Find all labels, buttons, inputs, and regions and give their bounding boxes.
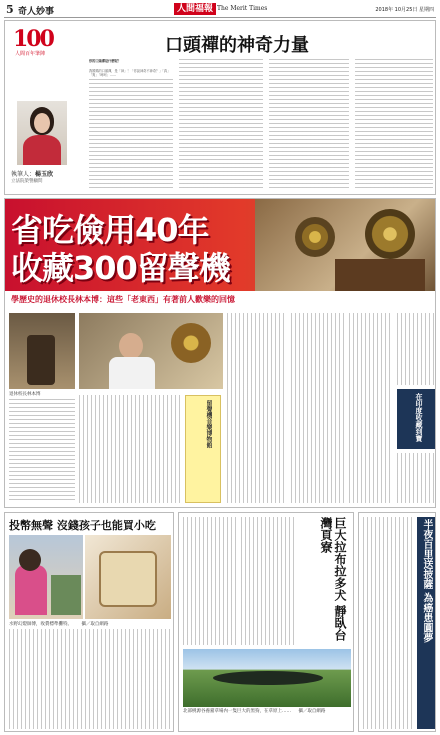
brand-logo bbox=[174, 3, 216, 15]
issue-date: 2018年 10月25日 星期四 bbox=[375, 7, 434, 13]
story4-headline: 半夜百里送披薩 為癌患圓夢 bbox=[421, 519, 432, 643]
author-title: 立法院榮譽顧問 bbox=[11, 179, 43, 184]
story2-caption-credit: 攝／取自網路 bbox=[81, 622, 109, 627]
brand-english: The Merit Times bbox=[217, 5, 268, 12]
story2-photo bbox=[9, 535, 83, 619]
story2-text bbox=[9, 629, 171, 729]
feature-text-5 bbox=[397, 313, 435, 385]
feature-headline-2: 收藏300留聲機 bbox=[11, 249, 230, 287]
author-role: 執筆人： bbox=[11, 171, 36, 178]
brand-name: 人間福報 bbox=[177, 4, 214, 14]
column-text-4 bbox=[355, 59, 433, 191]
column-text-2 bbox=[179, 59, 263, 191]
story4-headline-box bbox=[417, 517, 435, 729]
feature-text-2 bbox=[227, 313, 287, 503]
logo-number: 100 bbox=[13, 26, 53, 52]
feature-text-6 bbox=[397, 453, 435, 503]
story2-headline: 投幣無聲 沒錢孩子也能買小吃 bbox=[9, 519, 156, 532]
story2-section bbox=[4, 512, 174, 732]
author-photo bbox=[17, 101, 67, 165]
india-caption: 在印度收藏到寶 bbox=[415, 393, 423, 442]
column-intro-body: 我媽媽的口頭禪，是「神」！「你說神奇不神奇？」「真」「爽」「呵呵」…… bbox=[89, 69, 171, 77]
column-intro-line: 你的口頭禪是什麼呢？ bbox=[89, 59, 121, 63]
story3-caption bbox=[183, 709, 351, 715]
feature-subhead: 學歷史的退休校長林本博：這些「老東西」有著前人歡樂的回憶 bbox=[11, 295, 235, 304]
gramophone-photo bbox=[255, 199, 436, 291]
feature-headline-1: 省吃儉用40年 bbox=[11, 211, 209, 249]
story2-caption bbox=[9, 621, 173, 627]
feature-section bbox=[4, 198, 436, 508]
column-title: 口頭禪的神奇力量 bbox=[165, 35, 309, 56]
feature-text-4 bbox=[349, 313, 393, 503]
museum-caption: 留聲機音樂博物館 bbox=[205, 400, 212, 448]
story3-photo bbox=[183, 649, 351, 707]
story4-text bbox=[363, 517, 415, 729]
story3-headline-box bbox=[299, 517, 351, 645]
collector-photo bbox=[9, 313, 75, 389]
feature-text-3 bbox=[291, 313, 345, 503]
author-name: 楊玉欣 bbox=[35, 171, 54, 178]
story3-text-2 bbox=[241, 517, 297, 645]
author-byline bbox=[11, 169, 53, 178]
column-text-1 bbox=[89, 79, 173, 191]
page-header bbox=[4, 2, 436, 18]
story2-photo-2 bbox=[85, 535, 171, 619]
story3-section bbox=[178, 512, 354, 732]
column-text-3 bbox=[269, 59, 349, 191]
column-section bbox=[4, 20, 436, 195]
story3-text-1 bbox=[183, 517, 239, 645]
story2-caption-text: 水野幻燈師傅，收費標準攤特。 bbox=[9, 622, 72, 627]
museum-caption-box bbox=[185, 395, 221, 503]
feature-text-1 bbox=[79, 395, 181, 503]
page-number: 5 bbox=[6, 3, 14, 16]
column-intro bbox=[89, 59, 173, 69]
side-text-1 bbox=[9, 399, 75, 503]
story3-headline: 巨大拉布拉多犬 靜臥台灣頁寮 bbox=[319, 517, 347, 642]
logo-tag: 人間百年筆陣 bbox=[15, 51, 46, 57]
column-logo bbox=[13, 26, 73, 56]
india-caption-box bbox=[397, 389, 435, 449]
section-title: 奇人妙事 bbox=[18, 7, 55, 17]
story3-caption-credit: 攝／取自網路 bbox=[298, 709, 326, 714]
principal-photo bbox=[79, 313, 223, 389]
story4-section bbox=[358, 512, 436, 732]
side-caption-1: 退休校長林本博 bbox=[9, 392, 41, 397]
story3-caption-text: 北部桃源谷養豬草場內一隻巨大的黑狗，在草原上…… bbox=[183, 709, 291, 714]
